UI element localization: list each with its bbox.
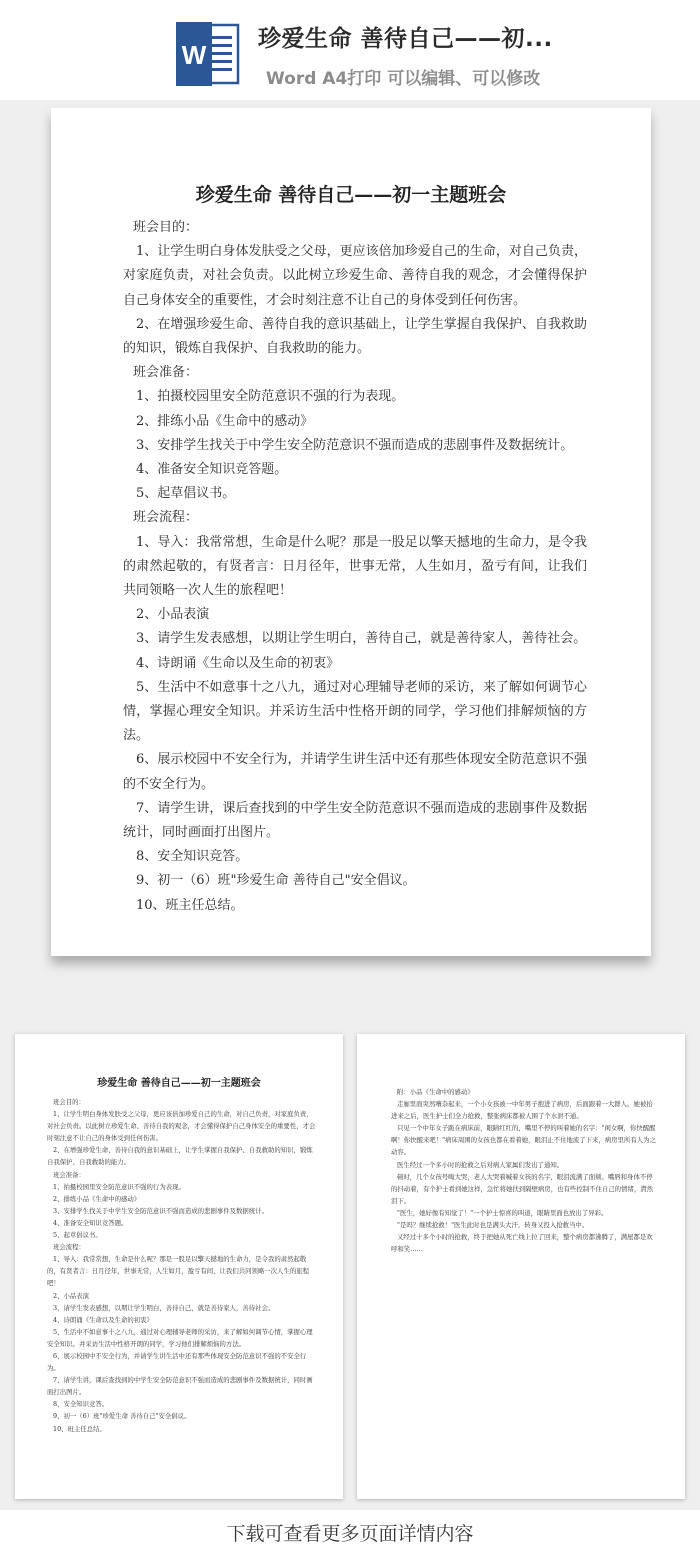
paragraph: 4、诗朗诵《生命以及生命的初衷》	[136, 655, 340, 671]
document-title-heading: 珍爱生命 善待自己——初...	[258, 26, 553, 52]
thumbnail-paragraph: 7、请学生讲，课后查找到的中学生安全防范意识不强而造成的悲剧事件及数据统计，同时画面打出图片。	[47, 1376, 313, 1397]
paragraph: 3、安排学生找关于中学生安全防范意识不强而造成的悲剧事件及数据统计。	[136, 437, 574, 453]
thumbnail-paragraph: 医生经过一个多小时的抢救之后对病人家属们发出了通知。	[397, 1160, 564, 1169]
thumbnail-paragraph: 1、让学生明白身体发肤受之父母，更应该倍加珍爱自己的生命，对自己负责，对家庭负责，对社会负责。以此树立珍爱生命、善待自我的观念，才会懂得保护自己身体安全的重要性，才会时刻注意不让自己的身体受到任何伤害。	[47, 1110, 316, 1143]
thumbnail-paragraph: 5、起草倡议书。	[53, 1231, 102, 1240]
thumbnail-paragraph: 8、安全知识竞答。	[53, 1400, 109, 1409]
main-page-preview	[51, 108, 651, 956]
paragraph: 4、准备安全知识竞答题。	[136, 462, 288, 478]
thumbnail-paragraph: 3、请学生发表感想，以期让学生明白，善待自己，就是善待家人，善待社会。	[53, 1303, 275, 1312]
document-subtitle: Word A4打印 可以编辑、可以修改	[266, 69, 541, 89]
thumbnail-paragraph: 只见一个中年女子跪在病床前，眼睛红红的，嘴里不停的叫着她的名字："闺女啊，你快醒醒啊！你快醒来吧！"病床周围的女孩也都在看着她，眼泪止不住地流了下来，病房里所有人为之动容。	[391, 1124, 656, 1157]
thumbnail-paragraph: 班会流程：	[53, 1243, 85, 1252]
thumbnail-paragraph: 附：小品《生命中的感动》	[397, 1088, 474, 1096]
thumbnail-paragraph: 6、展示校园中不安全行为，并请学生讲生活中还有那些体现安全防范意识不强的不安全行为。	[47, 1351, 307, 1373]
paragraph: 1、导入：我常常想，生命是什么呢？那是一股足以擎天撼地的生命力，是令我的肃然起敬的，有贤者言：日月径年，世事无常，人生如月，盈亏有间，让我们共同领略一次人生的旅程吧！	[123, 534, 587, 599]
thumbnail-paragraph: "医生，她好像有知觉了！"一个护士惊喜的叫道，眼睛里面也放出了异彩。	[397, 1208, 608, 1217]
thumbnail-body	[391, 1086, 657, 1255]
thumbnail-paragraph: 2、在增强珍爱生命、善待自我的意识基础上，让学生掌握自我保护、自我救助的知识，锻炼自我保护、自我救助的能力。	[47, 1146, 313, 1167]
thumbnail-paragraph: 班会准备：	[53, 1170, 85, 1179]
thumbnail-paragraph: 1、导入：我常常想，生命是什么呢？那是一股足以擎天撼地的生命力，是令我的肃然起敬的，有贤者言：日月径年，世事无常，人生如月，盈亏有间，让我们共同领略一次人生的旅程吧！	[47, 1255, 310, 1288]
word-icon	[176, 22, 240, 86]
thumbnail-paragraph: 5、生活中不如意事十之八九，通过对心理辅导老师的采访，来了解如何调节心情，掌握心理安全知识。并采访生活中性格开朗的同学，学习他们排解烦恼的方法。	[47, 1327, 313, 1348]
paragraph: 班会目的：	[133, 220, 199, 235]
paragraph: 7、请学生讲，课后查找到的中学生安全防范意识不强而造成的悲剧事件及数据统计，同时画面打出图片。	[123, 800, 587, 841]
thumbnail-paragraph: 班会目的：	[53, 1098, 85, 1106]
paragraph: 班会准备：	[133, 365, 199, 381]
page-title: 珍爱生命 善待自己——初一主题班会	[195, 184, 507, 206]
paragraph: 班会流程：	[133, 510, 199, 526]
thumbnail-paragraph: 4、准备安全知识竞答题。	[53, 1218, 128, 1227]
page-body	[123, 216, 587, 918]
thumbnail-paragraph: 走廊里面突然嘈杂起来，一个小女孩被一中年男子抱进了病房，后面跟着一大群人。她被抬进来之后，医生护士们全力抢救，整张病床都被人围了个水泄不通。	[391, 1100, 653, 1121]
thumbnail-paragraph: 10、班主任总结。	[53, 1424, 106, 1433]
thumbnail-paragraph: "是吗？继续抢救！"医生此时也是满头大汗，转身又投入抢救当中。	[397, 1221, 589, 1230]
thumbnail-paragraph: 9、初一（6）班"珍爱生命 善待自己"安全倡议。	[53, 1412, 191, 1421]
paragraph: 1、让学生明白身体发肤受之父母，更应该倍加珍爱自己的生命，对自己负责，对家庭负责，对社会负责。以此树立珍爱生命、善待自我的观念，才会懂得保护自己身体安全的重要性，才会时刻注意不让自己的身体受到任何伤害。	[123, 244, 587, 308]
paragraph: 5、生活中不如意事十之八九，通过对心理辅导老师的采访，来了解如何调节心情，掌握心理安全知识。并采访生活中性格开朗的同学，学习他们排解烦恼的方法。	[123, 679, 587, 744]
thumbnail-paragraph: 又经过十多个小时的抢救，终于把她从死亡线上拉了回来，整个病房都沸腾了，满屋都是欢呼和笑……	[391, 1233, 653, 1254]
paragraph: 2、在增强珍爱生命、善待自我的意识基础上，让学生掌握自我保护、自我救助的知识，锻炼自我保护、自我救助的能力。	[123, 316, 587, 357]
paragraph: 6、展示校园中不安全行为，并请学生讲生活中还有那些体现安全防范意识不强的不安全行为。	[123, 752, 587, 792]
thumbnail-title: 珍爱生命 善待自己——初一主题班会	[97, 1078, 261, 1089]
footer	[0, 1510, 700, 1557]
paragraph: 10、班主任总结。	[136, 897, 244, 913]
page-thumbnail-1[interactable]	[15, 1034, 343, 1499]
paragraph: 1、拍摄校园里安全防范意识不强的行为表现。	[136, 389, 405, 405]
thumbnail-paragraph: 顿时，几个女孩号啕大哭，老人大哭着喊着女孩的名字，眼泪流满了面颊。嘴唇和身体不停的抖动着，有个护士看到她这样，急忙将她扶到隔壁病房，也有些控制不住自己的情绪，潸然泪下。	[391, 1172, 654, 1205]
svg-text:W: W	[181, 40, 207, 70]
page-thumbnail-2[interactable]	[357, 1034, 685, 1499]
thumbnail-paragraph: 2、排练小品《生命中的感动》	[53, 1194, 141, 1203]
paragraph: 2、排练小品《生命中的感动》	[136, 413, 314, 429]
paragraph: 9、初一（6）班"珍爱生命 善待自己"安全倡议。	[136, 873, 416, 889]
download-more-link[interactable]: 下载可查看更多页面详情内容	[226, 1523, 474, 1545]
thumbnail-paragraph: 1、拍摄校园里安全防范意识不强的行为表现。	[53, 1182, 185, 1191]
paragraph: 8、安全知识竞答。	[136, 849, 249, 865]
thumbnail-paragraph: 3、安排学生找关于中学生安全防范意识不强而造成的悲剧事件及数据统计。	[53, 1206, 268, 1215]
thumbnail-body	[47, 1096, 317, 1435]
paragraph: 5、起草倡议书。	[136, 486, 236, 502]
paragraph: 3、请学生发表感想，以期让学生明白，善待自己，就是善待家人，善待社会。	[136, 631, 587, 647]
thumbnail-paragraph: 2、小品表演	[53, 1291, 90, 1300]
thumbnail-paragraph: 4、诗朗诵《生命以及生命的初衷》	[53, 1315, 153, 1324]
header	[0, 0, 700, 100]
paragraph: 2、小品表演	[136, 607, 210, 623]
